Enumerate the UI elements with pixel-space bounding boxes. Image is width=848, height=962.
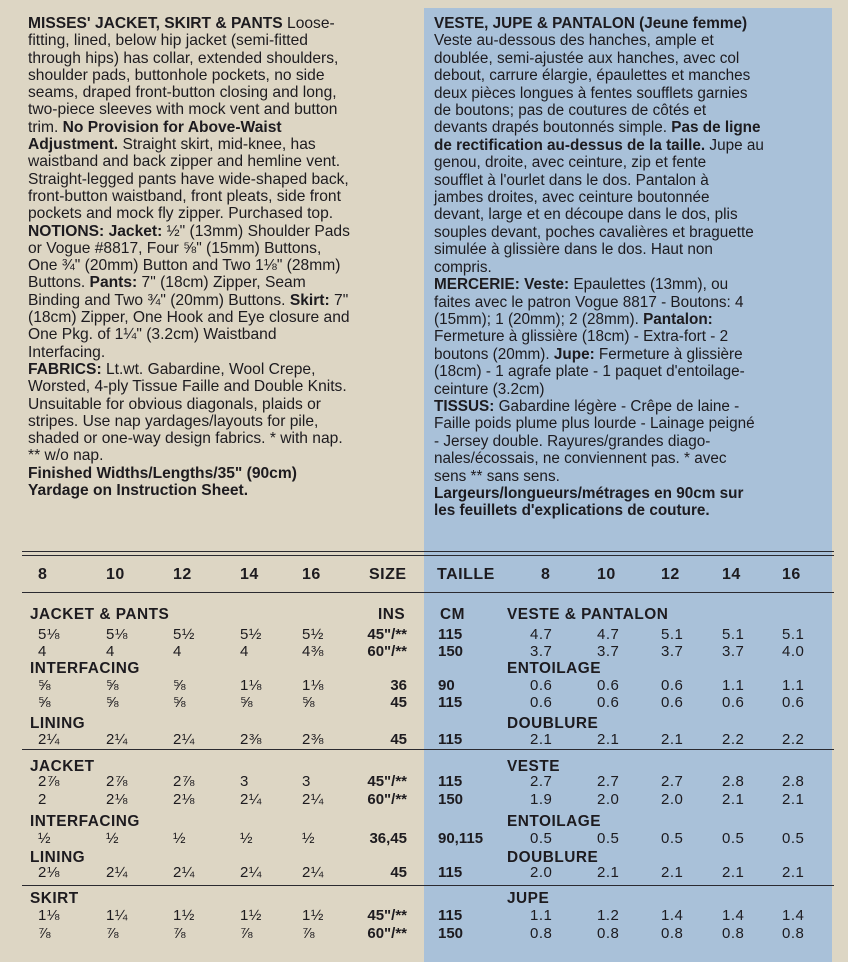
yardage-meters-cell: 0.5 [661,830,684,847]
french-text-run: Fermeture à glissière (18cm) - Extra-fort - 2 [434,328,729,346]
yardage-meters-cell: 2.1 [597,731,620,748]
yardage-meters-cell: 0.8 [722,925,745,942]
french-text-run: les feuillets d'explications de couture. [434,502,710,520]
table-top-rule-1 [22,551,834,552]
french-text-run: deux pièces longues à fentes soufflets garnies [434,84,748,102]
english-text-line [28,188,350,205]
yardage-inches-cell: ½ [240,830,254,847]
english-text-run: front-button waistband, front pleats, side front [28,187,341,205]
english-text-line [28,171,350,188]
yardage-meters-cell: 2.1 [722,791,745,808]
yardage-meters-cell: 2.1 [722,864,745,881]
width-inches-cell: 45"/** [367,773,407,790]
yardage-inches-cell: ½ [173,830,187,847]
french-text-line [434,398,764,415]
yardage-inches-cell: 1½ [173,907,195,924]
yardage-inches-cell: 4 [240,643,249,660]
section-label-fr: ENTOILAGE [507,660,602,677]
yardage-meters-cell: 2.1 [530,731,553,748]
french-text-line [434,346,764,363]
french-description [434,15,764,520]
english-text-line [28,32,350,49]
width-cm-cell: 115 [438,731,463,748]
section-label-en: INTERFACING [30,660,140,677]
french-text-line [434,433,764,450]
yardage-inches-cell: 2¼ [173,731,195,748]
french-text-line [434,224,764,241]
french-text-run: de boutons; pas de coutures de côtés et [434,102,707,120]
yardage-inches-cell: 1½ [302,907,324,924]
french-text-run: MERCERIE: Veste: [434,276,570,294]
english-text-line [28,101,350,118]
yardage-meters-cell: 1.9 [530,791,553,808]
table-header-cell: SIZE [369,566,407,583]
yardage-meters-cell: 0.8 [782,925,805,942]
french-text-run: compris. [434,258,492,276]
yardage-inches-cell: 1½ [240,907,262,924]
english-text-run: (18cm) Zipper, One Hook and Eye closure and [28,309,350,327]
yardage-inches-cell: ⅝ [240,694,254,711]
french-text-run: Veste au-dessous des hanches, ample et [434,32,714,50]
english-text-line [28,309,350,326]
yardage-meters-cell: 0.6 [530,677,553,694]
section-label-fr: VESTE & PANTALON [507,606,669,623]
section-label-en: JACKET & PANTS [30,606,170,623]
yardage-meters-cell: 4.7 [530,626,553,643]
english-text-run: seams, draped front-button closing and long, [28,84,337,102]
yardage-meters-cell: 0.5 [597,830,620,847]
yardage-meters-cell: 2.2 [782,731,805,748]
width-inches-cell: 45 [390,731,407,748]
yardage-inches-cell: 1⅛ [38,907,60,924]
width-cm-cell: 150 [438,925,464,942]
french-text-line [434,67,764,84]
width-cm-cell: 115 [438,773,463,790]
yardage-meters-cell: 1.4 [782,907,805,924]
yardage-meters-cell: 5.1 [782,626,805,643]
yardage-inches-cell: 2⅛ [38,864,60,881]
yardage-meters-cell: 0.6 [597,677,620,694]
yardage-inches-cell: 2⅞ [173,773,195,790]
table-header-rule [22,592,834,593]
french-text-line [434,328,764,345]
section-label-fr: JUPE [507,890,550,907]
yardage-inches-cell: ⅝ [173,677,187,694]
yardage-inches-cell: 2 [38,791,47,808]
yardage-inches-cell: 1⅛ [240,677,262,694]
width-cm-cell: 150 [438,791,464,808]
width-cm-cell: 150 [438,643,464,660]
width-inches-cell: 36 [390,677,407,694]
french-text-line [434,206,764,223]
english-text-run: One ¾" (20mm) Button and Two 1⅛" (28mm) [28,257,341,275]
yardage-inches-cell: ⅝ [106,694,120,711]
english-text-line [28,344,350,361]
yardage-meters-cell: 5.1 [661,626,684,643]
table-header-cell: 16 [302,566,321,583]
english-text-run: One Pkg. of 1¼" (3.2cm) Waistband [28,326,277,344]
french-text-line [434,415,764,432]
yardage-meters-cell: 3.7 [661,643,684,660]
yardage-inches-cell: 2⅜ [240,731,262,748]
english-text-run: waistband and back zipper and hemline vent. [28,153,341,171]
yardage-inches-cell: 2¼ [38,731,60,748]
french-text-line [434,241,764,258]
yardage-meters-cell: 0.6 [661,694,684,711]
yardage-meters-cell: 0.5 [722,830,745,847]
french-text-run: genou, droite, avec ceinture, zip et fente [434,154,707,172]
english-text-run: Finished Widths/Lengths/35" (90cm) [28,464,297,482]
yardage-meters-cell: 1.1 [782,677,805,694]
french-text-line [434,311,764,328]
yardage-inches-cell: ½ [38,830,52,847]
yardage-inches-cell: 2¼ [302,791,324,808]
french-text-run: doublée, semi-ajustée aux hanches, avec col [434,49,740,67]
english-text-line [28,326,350,343]
section-label-en: JACKET [30,758,95,775]
yardage-meters-cell: 1.4 [661,907,684,924]
english-text-run: NOTIONS: Jacket: [28,222,163,240]
section-label-en: LINING [30,849,86,866]
yardage-meters-cell: 2.1 [782,864,805,881]
section-label-fr: ENTOILAGE [507,813,602,830]
french-text-run: devants drapés boutonnés simple. [434,119,672,137]
yardage-meters-cell: 0.6 [722,694,745,711]
yardage-inches-cell: 5⅛ [106,626,128,643]
english-text-line [28,292,350,309]
cm-unit-label: CM [440,606,465,623]
french-text-line [434,502,764,519]
width-inches-cell: 45"/** [367,907,407,924]
yardage-meters-cell: 2.7 [530,773,553,790]
english-text-line [28,257,350,274]
french-text-run: faites avec le patron Vogue 8817 - Boutons: 4 [434,293,744,311]
english-text-run: Buttons. [28,274,90,292]
yardage-meters-cell: 0.8 [597,925,620,942]
french-text-line [434,276,764,293]
section-label-fr: VESTE [507,758,560,775]
yardage-meters-cell: 1.2 [597,907,620,924]
yardage-meters-cell: 2.2 [722,731,745,748]
french-text-line [434,450,764,467]
french-text-line [434,50,764,67]
yardage-meters-cell: 0.5 [530,830,553,847]
english-text-run: Unsuitable for obvious diagonals, plaids or [28,395,321,413]
english-text-run: trim. [28,118,63,136]
french-text-run: Epaulettes (13mm), ou [569,276,729,294]
english-text-run: FABRICS: [28,360,102,378]
yardage-meters-cell: 3.7 [597,643,620,660]
english-text-run: MISSES' JACKET, SKIRT & PANTS [28,15,283,32]
section-label-fr: DOUBLURE [507,715,599,732]
french-text-line [434,137,764,154]
yardage-meters-cell: 2.1 [661,731,684,748]
french-text-run: Pas de ligne [671,119,761,137]
french-text-line [434,259,764,276]
french-text-line [434,294,764,311]
english-text-run: Worsted, 4-ply Tissue Faille and Double Knits. [28,378,347,396]
english-text-run: ½" (13mm) Shoulder Pads [162,222,350,240]
yardage-inches-cell: 2⅞ [38,773,60,790]
english-text-line [28,50,350,67]
section-divider-rule [22,749,834,750]
english-text-run: Pants: [89,274,138,292]
yardage-inches-cell: 2¼ [106,864,128,881]
section-divider-rule [22,885,834,886]
french-text-run: debout, carrure élargie, épaulettes et manches [434,67,751,85]
yardage-meters-cell: 0.8 [530,925,553,942]
english-text-run: Skirt: [289,291,330,309]
french-text-line [434,381,764,398]
yardage-inches-cell: 2¼ [106,731,128,748]
french-text-line [434,468,764,485]
width-cm-cell: 115 [438,626,463,643]
french-text-line [434,85,764,102]
width-cm-cell: 90 [438,677,455,694]
french-text-line [434,32,764,49]
section-label-en: SKIRT [30,890,79,907]
yardage-inches-cell: 4 [173,643,182,660]
yardage-inches-cell: 4 [106,643,115,660]
yardage-inches-cell: 2⅞ [106,773,128,790]
yardage-inches-cell: ⅞ [240,925,254,942]
section-label-en: LINING [30,715,86,732]
table-header-cell: 8 [541,566,551,583]
yardage-inches-cell: 2¼ [240,791,262,808]
english-text-run: ** w/o nap. [28,447,104,465]
yardage-inches-cell: 4⅜ [302,643,324,660]
english-text-line [28,361,350,378]
width-inches-cell: 45 [390,864,407,881]
english-text-line [28,447,350,464]
french-text-run: Largeurs/longueurs/métrages en 90cm sur [434,484,744,502]
english-text-run: Adjustment. [28,136,119,154]
yardage-inches-cell: ⅝ [106,677,120,694]
yardage-meters-cell: 2.1 [661,864,684,881]
table-top-rule-2 [22,555,834,556]
yardage-inches-cell: 2¼ [173,864,195,881]
width-inches-cell: 45 [390,694,407,711]
french-text-run: nales/écossais, ne conviennent pas. * avec [434,450,727,468]
table-header-cell: 8 [38,566,48,583]
english-text-line [28,378,350,395]
french-text-run: (15mm); 1 (20mm); 2 (28mm). [434,310,644,328]
table-header-cell: 12 [661,566,680,583]
yardage-meters-cell: 3.7 [530,643,553,660]
yardage-inches-cell: ⅞ [106,925,120,942]
yardage-meters-cell: 2.1 [597,864,620,881]
width-inches-cell: 60"/** [367,643,407,660]
yardage-inches-cell: 2⅛ [106,791,128,808]
english-text-line [28,84,350,101]
english-text-run: stripes. Use nap yardages/layouts for pile, [28,412,319,430]
yardage-meters-cell: 2.7 [661,773,684,790]
yardage-inches-cell: 3 [240,773,249,790]
width-inches-cell: 45"/** [367,626,407,643]
width-cm-cell: 115 [438,694,463,711]
width-inches-cell: 60"/** [367,925,407,942]
yardage-meters-cell: 2.1 [782,791,805,808]
yardage-inches-cell: 5⅛ [38,626,60,643]
table-header-cell: 12 [173,566,192,583]
french-text-run: - Jersey double. Rayures/grandes diago- [434,432,711,450]
yardage-meters-cell: 2.0 [530,864,553,881]
english-text-run: through hips) has collar, extended shoulders, [28,49,339,67]
english-description [28,15,350,499]
english-text-line [28,67,350,84]
yardage-meters-cell: 1.1 [722,677,745,694]
yardage-inches-cell: ⅝ [173,694,187,711]
yardage-inches-cell: ⅞ [173,925,187,942]
english-text-line [28,15,350,32]
french-text-run: ceinture (3.2cm) [434,380,545,398]
english-text-run: Straight-legged pants have wide-shaped back, [28,170,349,188]
width-cm-cell: 115 [438,907,463,924]
yardage-inches-cell: 4 [38,643,47,660]
yardage-meters-cell: 3.7 [722,643,745,660]
yardage-meters-cell: 2.8 [722,773,745,790]
english-text-line [28,465,350,482]
french-text-run: de rectification au-dessus de la taille. [434,136,706,154]
english-text-line [28,136,350,153]
english-text-line [28,413,350,430]
french-text-run: boutons (20mm). [434,345,554,363]
yardage-meters-cell: 0.6 [530,694,553,711]
english-text-run: Binding and Two ¾" (20mm) Buttons. [28,291,290,309]
english-text-run: Yardage on Instruction Sheet. [28,482,249,500]
french-text-run: Jupe: [553,345,595,363]
english-text-line [28,274,350,291]
french-text-run: sens ** sans sens. [434,467,560,485]
table-header-cell: TAILLE [437,566,495,583]
yardage-inches-cell: 2¼ [240,864,262,881]
width-inches-cell: 60"/** [367,791,407,808]
yardage-inches-cell: ⅞ [38,925,52,942]
width-inches-cell: 36,45 [369,830,407,847]
french-text-run: souples devant, poches cavalières et braguette [434,223,754,241]
english-text-run: fitting, lined, below hip jacket (semi-fitted [28,32,308,50]
width-cm-cell: 90,115 [438,830,484,847]
english-text-run: two-piece sleeves with mock vent and button [28,101,338,119]
french-text-line [434,154,764,171]
section-label-en: INTERFACING [30,813,140,830]
french-text-line [434,189,764,206]
french-text-line [434,363,764,380]
english-text-run: Loose- [282,15,335,32]
french-text-run: simulée à glissière dans le dos. Haut non [434,241,713,259]
table-header-cell: 14 [722,566,741,583]
yardage-meters-cell: 0.8 [661,925,684,942]
yardage-inches-cell: 2⅛ [173,791,195,808]
english-text-run: 7" [329,291,349,309]
english-text-line [28,240,350,257]
english-text-line [28,396,350,413]
yardage-meters-cell: 2.8 [782,773,805,790]
table-header-cell: 10 [106,566,125,583]
table-header-cell: 16 [782,566,801,583]
english-text-line [28,153,350,170]
ins-unit-label: INS [378,606,406,623]
french-text-run: jambes droites, avec ceinture boutonnée [434,189,710,207]
yardage-meters-cell: 0.5 [782,830,805,847]
yardage-inches-cell: 5½ [173,626,195,643]
yardage-meters-cell: 0.6 [782,694,805,711]
width-cm-cell: 115 [438,864,463,881]
table-header-cell: 14 [240,566,259,583]
english-text-line [28,119,350,136]
english-text-run: shaded or one-way design fabrics. * with nap. [28,430,343,448]
french-text-run: Jupe au [705,136,764,154]
yardage-inches-cell: ½ [302,830,316,847]
yardage-inches-cell: 1¼ [106,907,128,924]
yardage-inches-cell: ⅞ [302,925,316,942]
yardage-meters-cell: 5.1 [722,626,745,643]
yardage-inches-cell: 1⅛ [302,677,324,694]
english-text-line [28,205,350,222]
yardage-meters-cell: 0.6 [661,677,684,694]
yardage-meters-cell: 4.7 [597,626,620,643]
english-text-run: shoulder pads, buttonhole pockets, no side [28,66,325,84]
yardage-inches-cell: 3 [302,773,311,790]
french-text-line [434,102,764,119]
english-text-run: Straight skirt, mid-knee, has [118,136,316,154]
yardage-inches-cell: ⅝ [302,694,316,711]
french-text-run: TISSUS: [434,397,495,415]
yardage-meters-cell: 2.0 [597,791,620,808]
french-text-run: Faille poids plume plus lourde - Lainage peigné [434,415,755,433]
french-text-run: VESTE, JUPE & PANTALON (Jeune femme) [434,15,748,32]
english-text-run: Lt.wt. Gabardine, Wool Crepe, [101,360,316,378]
french-text-run: devant, large et en découpe dans le dos, plis [434,206,738,224]
french-text-run: Pantalon: [643,310,713,328]
english-text-run: Interfacing. [28,343,106,361]
yardage-inches-cell: 2¼ [302,864,324,881]
yardage-meters-cell: 4.0 [782,643,805,660]
yardage-inches-cell: ½ [106,830,120,847]
french-text-line [434,15,764,32]
french-text-run: Gabardine légère - Crêpe de laine - [494,397,740,415]
section-label-fr: DOUBLURE [507,849,599,866]
yardage-inches-cell: 5½ [240,626,262,643]
french-text-run: Fermeture à glissière [594,345,743,363]
yardage-meters-cell: 2.0 [661,791,684,808]
french-text-run: (18cm) - 1 agrafe plate - 1 paquet d'entoilage- [434,363,745,381]
table-header-cell: 10 [597,566,616,583]
english-text-line [28,430,350,447]
english-text-run: or Vogue #8817, Four ⅝" (15mm) Buttons, [28,239,322,257]
yardage-inches-cell: 2⅜ [302,731,324,748]
yardage-inches-cell: 5½ [302,626,324,643]
english-text-run: No Provision for Above-Waist [62,118,282,136]
yardage-meters-cell: 1.1 [530,907,553,924]
english-text-line [28,223,350,240]
yardage-inches-cell: ⅝ [38,694,52,711]
french-text-run: soufflet à l'ourlet dans le dos. Pantalon à [434,171,709,189]
french-text-line [434,119,764,136]
yardage-meters-cell: 1.4 [722,907,745,924]
yardage-meters-cell: 2.7 [597,773,620,790]
french-text-line [434,172,764,189]
english-text-line [28,482,350,499]
english-text-run: 7" (18cm) Zipper, Seam [137,274,306,292]
english-text-run: pockets and mock fly zipper. Purchased top. [28,205,334,223]
french-text-line [434,485,764,502]
yardage-inches-cell: ⅝ [38,677,52,694]
yardage-meters-cell: 0.6 [597,694,620,711]
